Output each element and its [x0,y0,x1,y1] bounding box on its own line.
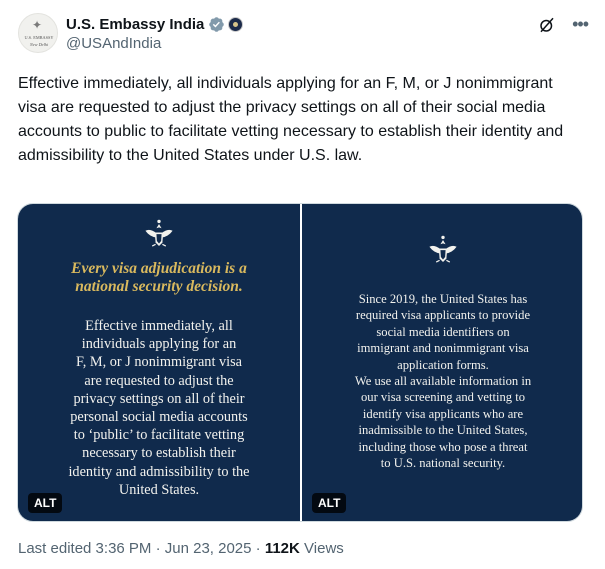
body-line: required visa applicants to provide [355,308,531,323]
body-line: United States. [118,481,200,498]
avatar[interactable] [18,13,58,53]
embassy-seal-icon: ✦ [32,18,43,32]
media-image-1[interactable] [18,204,300,522]
more-icon[interactable]: ••• [572,14,588,34]
body-line: application forms. [397,357,489,372]
headline-line: Every visa adjudication is a [71,260,247,277]
body-line: inadmissible to the United States, [358,423,528,438]
grok-icon[interactable] [538,16,556,34]
body-line: identity and admissibility to the [68,463,250,480]
account-handle[interactable]: @USAndIndia [66,35,162,52]
body-line: social media identifiers on [376,324,510,339]
body-line: identify visa applicants who are [362,406,524,421]
eagle-seal-icon [426,234,460,268]
body-line: Since 2019, the United States has [358,292,528,306]
body-line: Effective immediately, all [85,318,233,334]
body-line: privacy settings on all of their [73,390,245,407]
body-line: our visa screening and vetting to [360,390,526,405]
media-image-2[interactable] [302,204,583,522]
avatar-line1: U.S. EMBASSY [24,35,54,40]
image-2-body [302,291,583,471]
body-line: We use all available information in [354,374,532,389]
body-line: to U.S. national security. [380,456,506,471]
account-names [66,14,243,52]
verified-badge-icon[interactable] [208,16,225,33]
body-line: necessary to establish their [82,445,236,462]
tweet-header [18,13,588,55]
eagle-seal-icon [142,218,176,252]
body-line: are requested to adjust the [84,372,234,389]
affiliate-seal-icon[interactable] [228,17,243,32]
headline-line: national security decision. [75,278,243,295]
body-line: to ‘public’ to facilitate vetting [73,427,245,444]
views-label: Views [299,540,344,557]
body-line: immigrant and nonimmigrant visa [357,341,529,356]
tweet-text: Effective immediately, all individuals applying for an F, M, or J nonimmigrant visa are requested to adjust the privacy settings on all of their social media accounts to public to facilitate vetting necessary to establish their identity and admissibility to the United States under U.S. law. [18,75,564,164]
body-line: individuals applying for an [81,336,237,353]
tweet-meta [18,540,344,557]
image-1-body [18,317,300,499]
tweet-media [17,203,583,522]
alt-badge[interactable]: ALT [312,493,346,513]
views-count: 112K [264,540,300,557]
body-line: F, M, or J nonimmigrant visa [75,354,243,371]
body-line: personal social media accounts [70,409,248,426]
edited-timestamp[interactable]: Last edited 3:36 PM · Jun 23, 2025 · [18,540,265,557]
body-line: including those who pose a threat [358,439,528,454]
alt-badge[interactable]: ALT [28,493,62,513]
avatar-line2: New Delhi [29,42,49,47]
image-1-headline [18,260,300,296]
display-name[interactable]: U.S. Embassy India [66,15,205,33]
